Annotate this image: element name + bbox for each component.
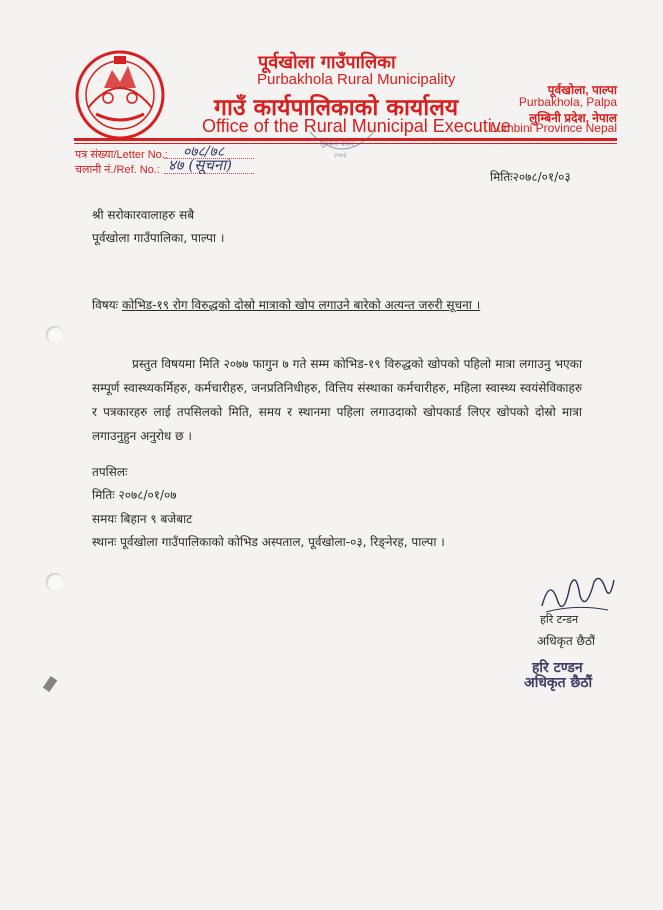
details-date: मितिः २०७८/०१/०७ (92, 488, 177, 502)
punch-hole (46, 326, 64, 344)
signatory-name: हरि टन्डन (540, 613, 579, 626)
details-heading: तपसिलः (92, 465, 128, 479)
nepal-emblem-icon (74, 48, 166, 142)
signatory-title: अधिकृत छैठौं (537, 634, 596, 648)
address-line-3: लुम्बिनी प्रदेश, नेपाल (529, 111, 617, 125)
body-paragraph: प्रस्तुत विषयमा मिति २०७७ फागुन ७ गते सम्म कोभिड-१९ विरुद्धको खोपको पहिलो मात्रा लगाउनु भएका सम्पूर्ण स्वास्थ्यकर्मिहरु, कर्मचारीहरु, जनप्रतिनिधीहरु, वित्तिय संस्थाका कर्मचारीहरु, महिला स्वास्थ्य स्वयंसेविकाहरु र पत्रकारहरु लाई तपसिलको मिति, समय र स्थानमा पहिला लगाउदाको खोपकार्ड लिएर खोपको दोस्रो मात्रा लगाउनुहुन अनुरोध छ । (92, 357, 582, 443)
name-stamp: हरि टण्डन (532, 660, 583, 676)
details-place: स्थानः पूर्वखोला गाउँपालिकाको कोभिड अस्पताल, पूर्वखोला-०३, रिङ्नेरह, पाल्पा । (92, 535, 445, 549)
letter-no-label: पत्र संख्या/Letter No.: (75, 149, 168, 161)
title-stamp: अधिकृत छैठौं (524, 675, 593, 691)
subject-label: विषयः (92, 298, 119, 312)
municipality-name-en: Purbakhola Rural Municipality (257, 71, 456, 88)
address-line-1: पूर्वखोला, पाल्पा (547, 83, 617, 97)
scan-mark (43, 676, 58, 692)
svg-text:लुम्बिनी प्रदेश,: लुम्बिनी प्रदेश, (320, 140, 356, 148)
recipient-line-2: पूर्वखोला गाउँपालिका, पाल्पा । (92, 231, 225, 245)
ref-no-value: ४७ (सूचना) (168, 156, 232, 174)
details-time: समयः बिहान ९ बजेबाट (92, 512, 193, 526)
municipality-name-np: पूर्वखोला गाउँपालिका (258, 52, 396, 73)
office-stamp-icon (306, 126, 378, 162)
letter-no-value: ०७८/७८ (183, 144, 225, 160)
recipient-line-1: श्री सरोकारवालाहरु सबै (92, 208, 195, 222)
subject-line (92, 296, 480, 313)
svg-text:२०७३: २०७३ (334, 152, 347, 159)
punch-hole (46, 573, 64, 591)
ref-no-line (164, 173, 254, 174)
address-line-2: Purbakhola, Palpa (518, 95, 617, 109)
office-title-en: Office of the Rural Municipal Executive (202, 116, 511, 136)
office-title-np: गाउँ कार्यपालिकाको कार्यालय (214, 95, 459, 121)
ref-no-label: चलानी नं./Ref. No.: (75, 164, 160, 176)
subject-text: कोभिड-१९ रोग विरुद्धको दोस्रो मात्राको खोप लगाउने बारेको अत्यन्त जरुरी सूचना । (121, 298, 481, 312)
address-line-4: Lumbini Province Nepal (490, 121, 617, 135)
letter-date: मितिः२०७८/०१/०३ (490, 170, 571, 184)
